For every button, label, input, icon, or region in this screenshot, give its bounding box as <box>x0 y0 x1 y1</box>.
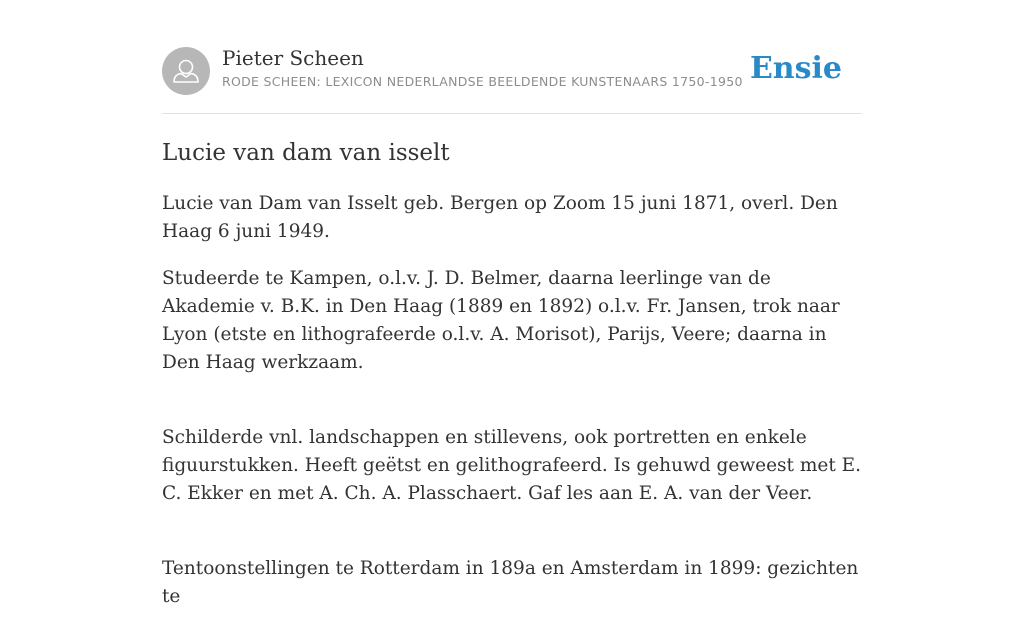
page <box>162 0 862 607</box>
article-header <box>162 0 862 114</box>
paragraph-spacer <box>162 527 862 555</box>
page-title: Lucie van dam van isselt <box>162 140 450 166</box>
paragraph-exhibitions: Tentoonstellingen te Rotterdam in 189a en Amsterdam in 1899: gezichten te <box>162 558 859 607</box>
article-body <box>162 190 862 630</box>
paragraph-works: Schilderde vnl. landschappen en stillevens, ook portretten en enkele figuurstukken. Heeft geëtst en gelithografeerd. Is gehuwd geweest met E. C. Ekker en met A. Ch. A. Plasschaert. Gaf les aan E. A. van der Veer. <box>162 427 862 504</box>
paragraph-education: Studeerde te Kampen, o.l.v. J. D. Belmer, daarna leerlinge van de Akademie v. B.K. in Den Haag (1889 en 1892) o.l.v. Fr. Jansen, trok naar Lyon (etste en lithografeerde o.l.v. A. Morisot), Parijs, Veere; daarna in Den Haag werkzaam. <box>162 268 840 373</box>
source-title[interactable]: RODE SCHEEN: LEXICON NEDERLANDSE BEELDENDE KUNSTENAARS 1750-1950 <box>222 74 743 89</box>
paragraph-bio: Lucie van Dam van Isselt geb. Bergen op Zoom 15 juni 1871, overl. Den Haag 6 juni 1949. <box>162 193 838 242</box>
author-avatar[interactable] <box>162 47 210 95</box>
user-icon <box>162 47 210 95</box>
author-name[interactable]: Pieter Scheen <box>222 46 364 70</box>
ensie-logo[interactable]: Ensie <box>749 51 842 86</box>
paragraph-spacer <box>162 396 862 424</box>
